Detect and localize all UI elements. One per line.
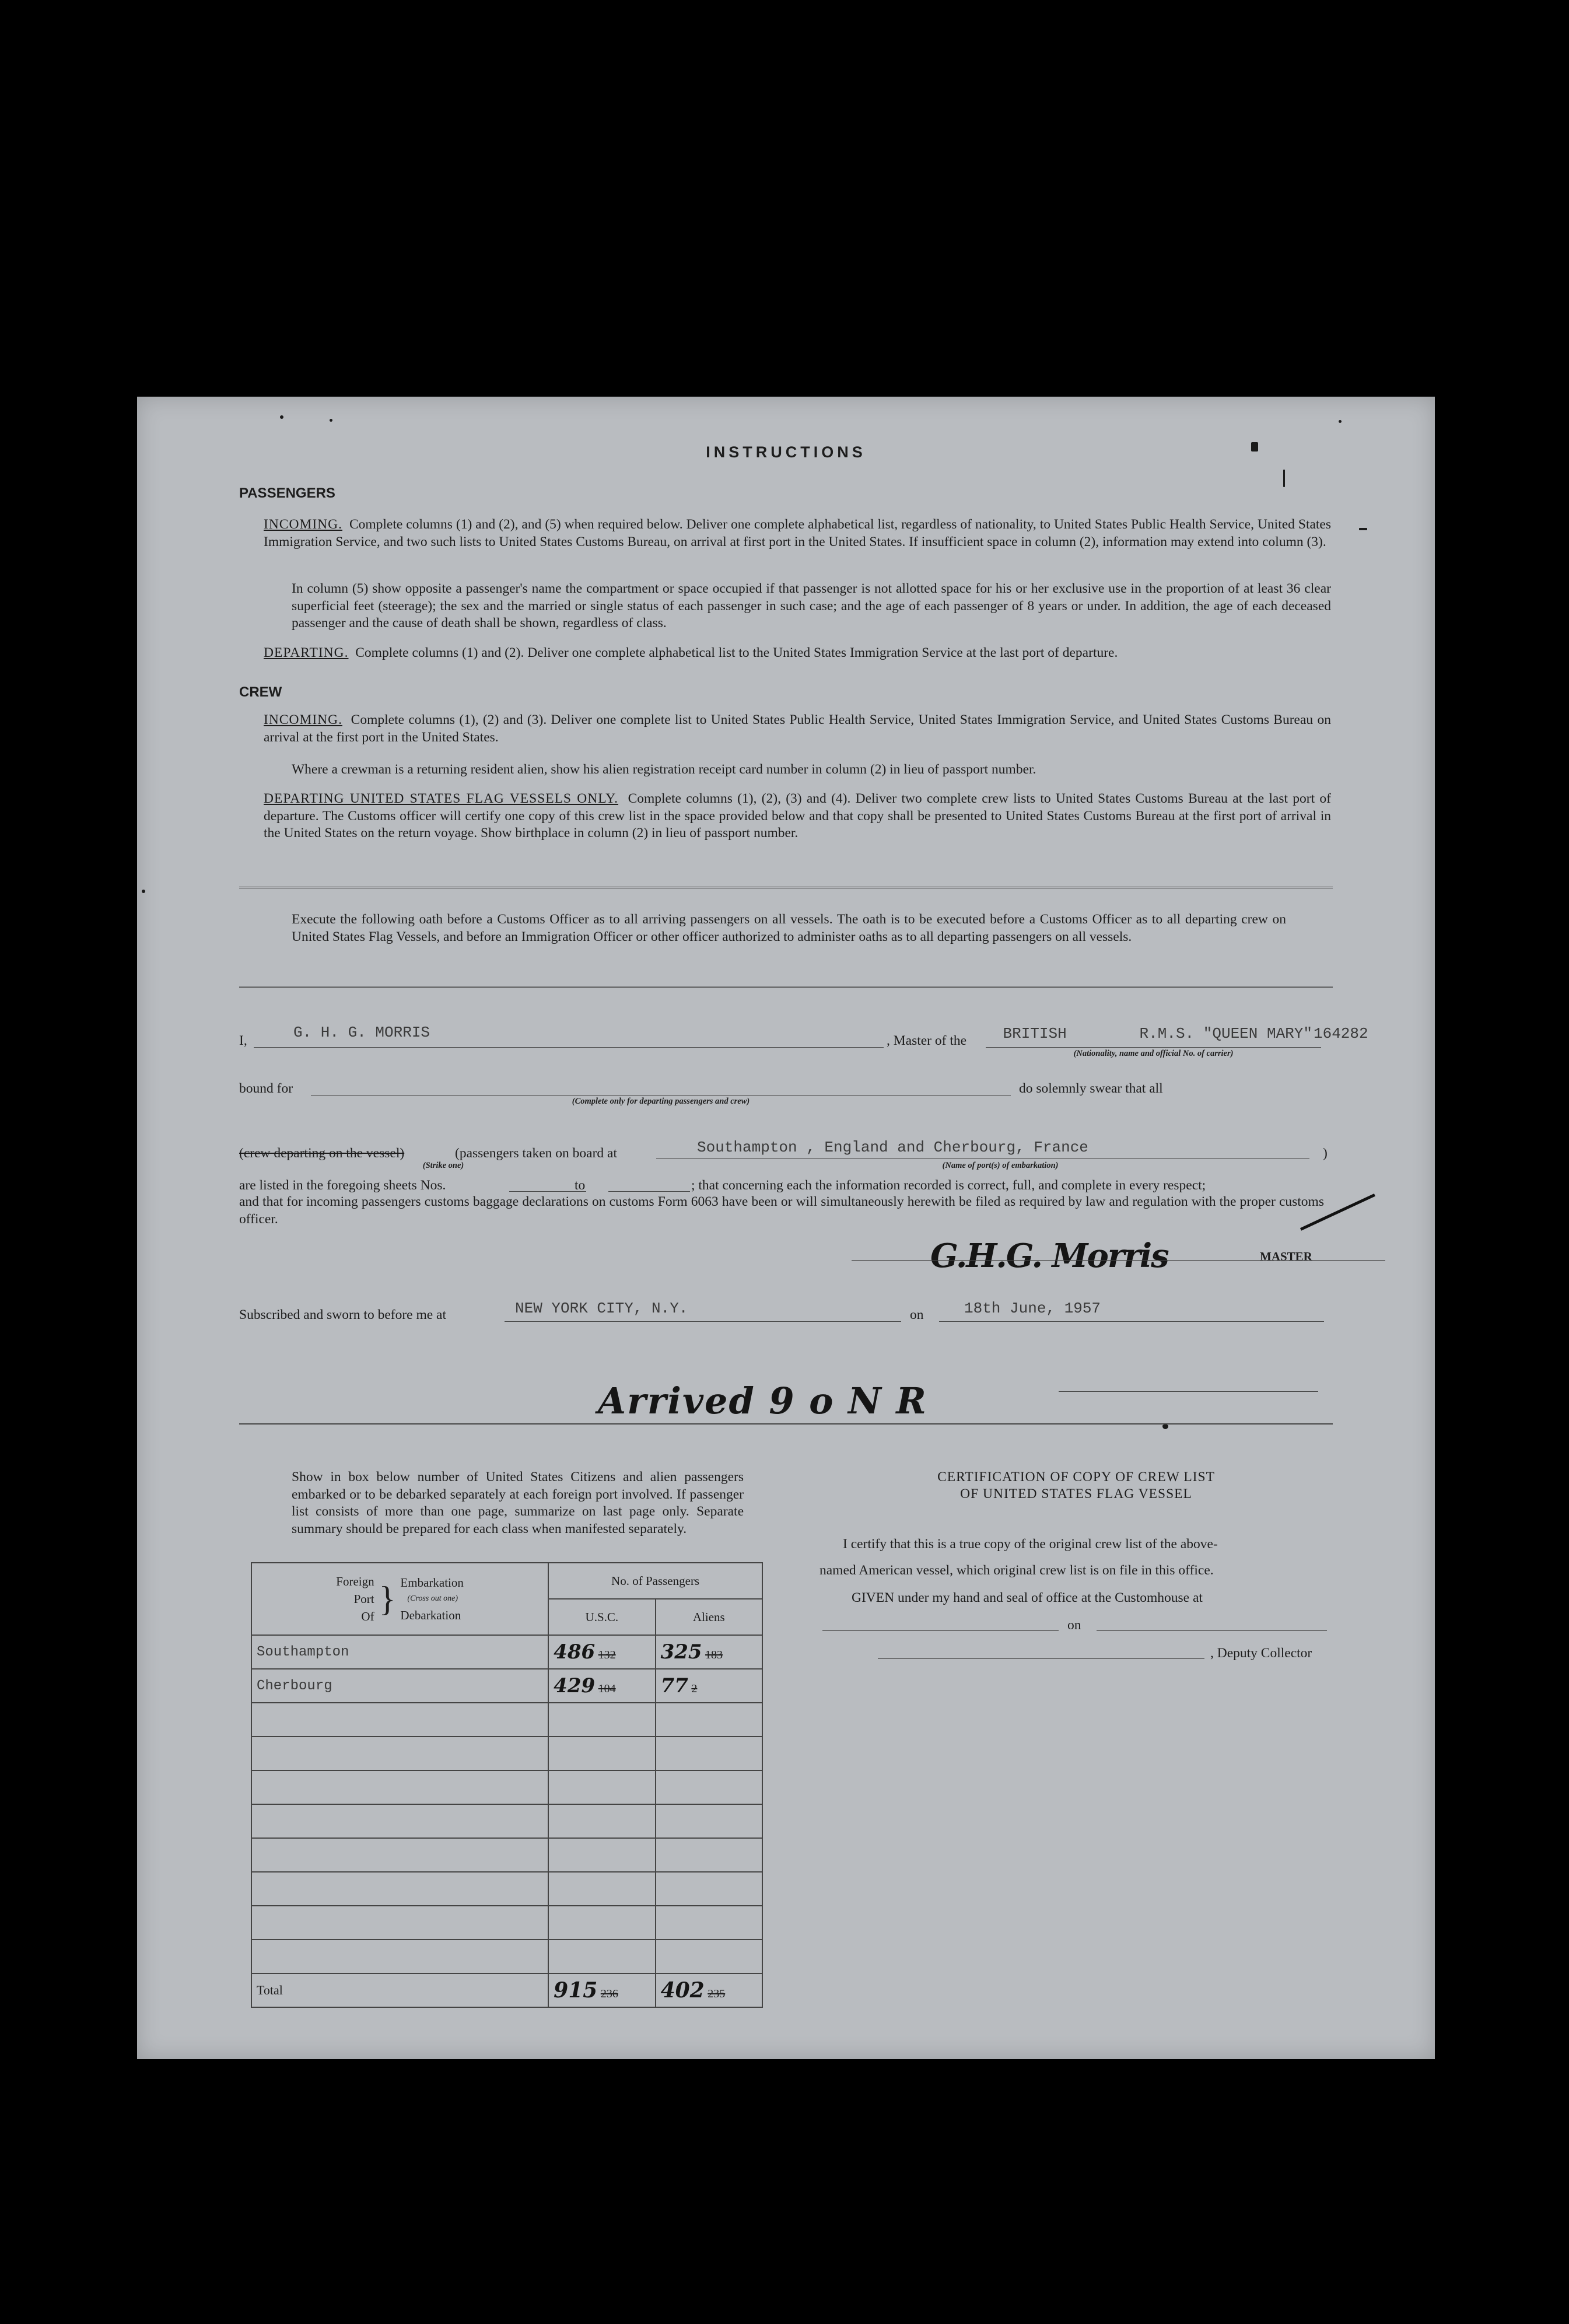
officer-line — [1059, 1391, 1318, 1392]
certification-text1: I certify that this is a true copy of the original crew list of the above- — [843, 1536, 1218, 1552]
master-signature: G.H.G. Morris — [930, 1237, 1168, 1275]
ports-line — [656, 1158, 1309, 1159]
certification-date-line — [1097, 1630, 1327, 1631]
passengers-column5-paragraph: In column (5) show opposite a passenger's name the compartment or space occupied if that passenger is not allotted space for his or her exclusive use in the proportion of at least 36 clear superficial feet (steerage); the sex and the married or single status of each passenger in such case; and the age of each passenger of 8 years or under. In addition, the age of each deceased passenger and the cause of death shall be shown, regardless of class. — [292, 581, 1331, 631]
master-of-label: , Master of the — [887, 1033, 967, 1048]
master-name-line — [254, 1047, 884, 1048]
crew-incoming-paragraph — [264, 712, 1331, 746]
summary-instructions: Show in box below number of United States Citizens and alien passengers embarked or to be debarked separately at each foreign port involved. If passenger list consists of more than one page, summarize on last page only. Separate summary should be prepared for each class when manifested separately. — [292, 1469, 744, 1536]
to-label: to — [575, 1178, 586, 1193]
table-row — [251, 1737, 762, 1770]
speck — [1359, 528, 1367, 530]
ports-caption: (Name of port(s) of embarkation) — [942, 1161, 1059, 1170]
concerning-text: ; that concerning each the information recorded is correct, full, and complete in every respect; — [691, 1178, 1206, 1193]
table-row — [251, 1940, 762, 1973]
speck — [1339, 420, 1342, 423]
passenger-summary-table — [251, 1562, 763, 2008]
port-label: Port — [353, 1592, 374, 1606]
port-cell: Southampton — [251, 1635, 548, 1669]
table-row — [251, 1635, 762, 1669]
crew-resident-paragraph: Where a crewman is a returning resident alien, show his alien registration receipt card number in column (2) in lieu of passport number. — [292, 762, 1036, 777]
table-row — [251, 1804, 762, 1838]
oath-i-label: I, — [239, 1033, 247, 1048]
aliens-cell: 325 183 — [656, 1635, 762, 1669]
certification-heading-line1: CERTIFICATION OF COPY OF CREW LIST — [937, 1469, 1215, 1485]
table-row — [251, 1669, 762, 1703]
official-number: 164282 — [1314, 1025, 1368, 1042]
debarkation-label: Debarkation — [400, 1608, 461, 1622]
cross-out-label: (Cross out one) — [407, 1594, 458, 1603]
crew-departing-label: DEPARTING UNITED STATES FLAG VESSELS ONLY. — [264, 791, 619, 806]
oath-instructions: Execute the following oath before a Customs Officer as to all arriving passengers on all vessels. The oath is to be executed before a Customs Officer as to all departing crew on United States Flag Vessels, and before an Immigration Officer or other officer authorized to administer oaths as to all departing passengers on all vessels. — [292, 912, 1286, 944]
certification-on-label: on — [1067, 1618, 1081, 1633]
table-header-row — [251, 1563, 762, 1599]
total-usc-cell: 915 236 — [548, 1973, 655, 2007]
sheet-to-line — [608, 1191, 690, 1192]
passengers-header-cell: No. of Passengers — [548, 1563, 762, 1599]
listed-text: are listed in the foregoing sheets Nos. — [239, 1178, 446, 1193]
table-row — [251, 1906, 762, 1940]
swear-text: do solemnly swear that all — [1019, 1081, 1163, 1096]
passengers-taken-option: (passengers taken on board at — [455, 1146, 617, 1161]
vessel-line — [986, 1047, 1321, 1048]
bound-for-label: bound for — [239, 1081, 293, 1096]
passengers-incoming-label: INCOMING. — [264, 517, 342, 532]
total-label-cell: Total — [251, 1973, 548, 2007]
crew-departing-option: (crew departing on the vessel) — [239, 1146, 405, 1161]
table-row — [251, 1838, 762, 1872]
usc-header-cell: U.S.C. — [548, 1599, 655, 1635]
certification-text2: named American vessel, which original crew list is on file in this office. — [819, 1563, 1214, 1578]
usc-cell: 429 104 — [548, 1669, 655, 1703]
crew-incoming-label: INCOMING. — [264, 712, 342, 727]
table-row — [251, 1703, 762, 1737]
certification-heading-line2: OF UNITED STATES FLAG VESSEL — [960, 1486, 1192, 1502]
strike-caption: (Strike one) — [422, 1161, 464, 1170]
aliens-header-cell: Aliens — [656, 1599, 762, 1635]
divider — [239, 1423, 1333, 1425]
passengers-incoming-text: Complete columns (1) and (2), and (5) when required below. Deliver one complete alphabetical list, regardless of nationality, to United States Public Health Service, United States Immigration Service, and two such lists to United States Customs Bureau, on arrival at first port in the United States. If insufficient space in column (2), information may extend into column (3). — [264, 517, 1332, 550]
embarkation-ports: Southampton , England and Cherbourg, France — [697, 1139, 1088, 1156]
of-label: Of — [361, 1609, 374, 1623]
divider — [239, 887, 1333, 888]
subscribed-label: Subscribed and sworn to before me at — [239, 1307, 447, 1322]
table-row — [251, 1770, 762, 1804]
close-paren: ) — [1323, 1146, 1328, 1161]
table-total-row — [251, 1973, 762, 2007]
vessel-caption: (Nationality, name and official No. of carrier) — [1073, 1049, 1234, 1058]
passengers-incoming-paragraph — [264, 516, 1331, 551]
vessel-name: BRITISH R.M.S. "QUEEN MARY" — [1003, 1025, 1312, 1042]
crew-heading: CREW — [239, 684, 282, 700]
divider — [239, 986, 1333, 988]
instructions-title: INSTRUCTIONS — [706, 443, 866, 461]
port-header-cell — [251, 1563, 548, 1635]
aliens-cell: 77 2 — [656, 1669, 762, 1703]
passengers-departing-paragraph — [264, 645, 1331, 662]
bound-caption: (Complete only for departing passengers and crew) — [572, 1097, 750, 1106]
crew-incoming-text: Complete columns (1), (2) and (3). Deliver one complete list to United States Public Health Service, United States Immigration Service, and United States Customs Bureau on arrival at the first port in the United States. — [264, 712, 1332, 745]
table-row — [251, 1872, 762, 1906]
total-aliens-cell: 402 235 — [656, 1973, 762, 2007]
master-name: G. H. G. MORRIS — [293, 1024, 430, 1041]
speck — [330, 419, 332, 422]
passengers-departing-text: Complete columns (1) and (2). Deliver one complete alphabetical list to the United States Immigration Service at the last port of departure. — [355, 645, 1118, 660]
brace-icon: } — [379, 1580, 396, 1618]
customhouse-line — [822, 1630, 1059, 1631]
deputy-collector-label: , Deputy Collector — [1210, 1646, 1312, 1661]
passengers-heading: PASSENGERS — [239, 485, 335, 501]
handwritten-note: Arrived 9 o N R — [598, 1380, 927, 1422]
on-label: on — [910, 1307, 924, 1322]
crew-departing-text: Complete columns (1), (2), (3) and (4). Deliver two complete crew lists to United States Customs Bureau at the last port of departure. The Customs officer will certify one copy of this crew list in the space provided below and that copy shall be presented to United States Customs Bureau at the first port of arrival in the United States on the return voyage. Show birthplace in column (2) in lieu of passport number. — [264, 791, 1332, 841]
master-label: MASTER — [1260, 1250, 1312, 1264]
embarkation-label: Embarkation — [400, 1576, 464, 1590]
certification-heading — [822, 1469, 1330, 1503]
sworn-place-line — [505, 1321, 901, 1322]
certification-text3: GIVEN under my hand and seal of office at the Customhouse at — [852, 1590, 1203, 1605]
speck — [1283, 470, 1285, 487]
foreign-label: Foreign — [336, 1574, 374, 1588]
crew-departing-paragraph — [264, 790, 1331, 842]
document-page — [137, 397, 1435, 2059]
speck — [142, 890, 145, 893]
declaration-text: and that for incoming passengers customs baggage declarations on customs Form 6063 have been or will simultaneously herewith be filed as required by law and regulation with the proper customs officer. — [239, 1194, 1324, 1227]
speck — [280, 415, 283, 419]
sworn-place: NEW YORK CITY, N.Y. — [515, 1300, 688, 1317]
deputy-line — [878, 1658, 1204, 1659]
passengers-departing-label: DEPARTING. — [264, 645, 349, 660]
sworn-date-line — [939, 1321, 1324, 1322]
port-cell: Cherbourg — [251, 1669, 548, 1703]
bound-for-line — [311, 1095, 1011, 1096]
sworn-date: 18th June, 1957 — [964, 1300, 1101, 1317]
usc-cell: 486 132 — [548, 1635, 655, 1669]
